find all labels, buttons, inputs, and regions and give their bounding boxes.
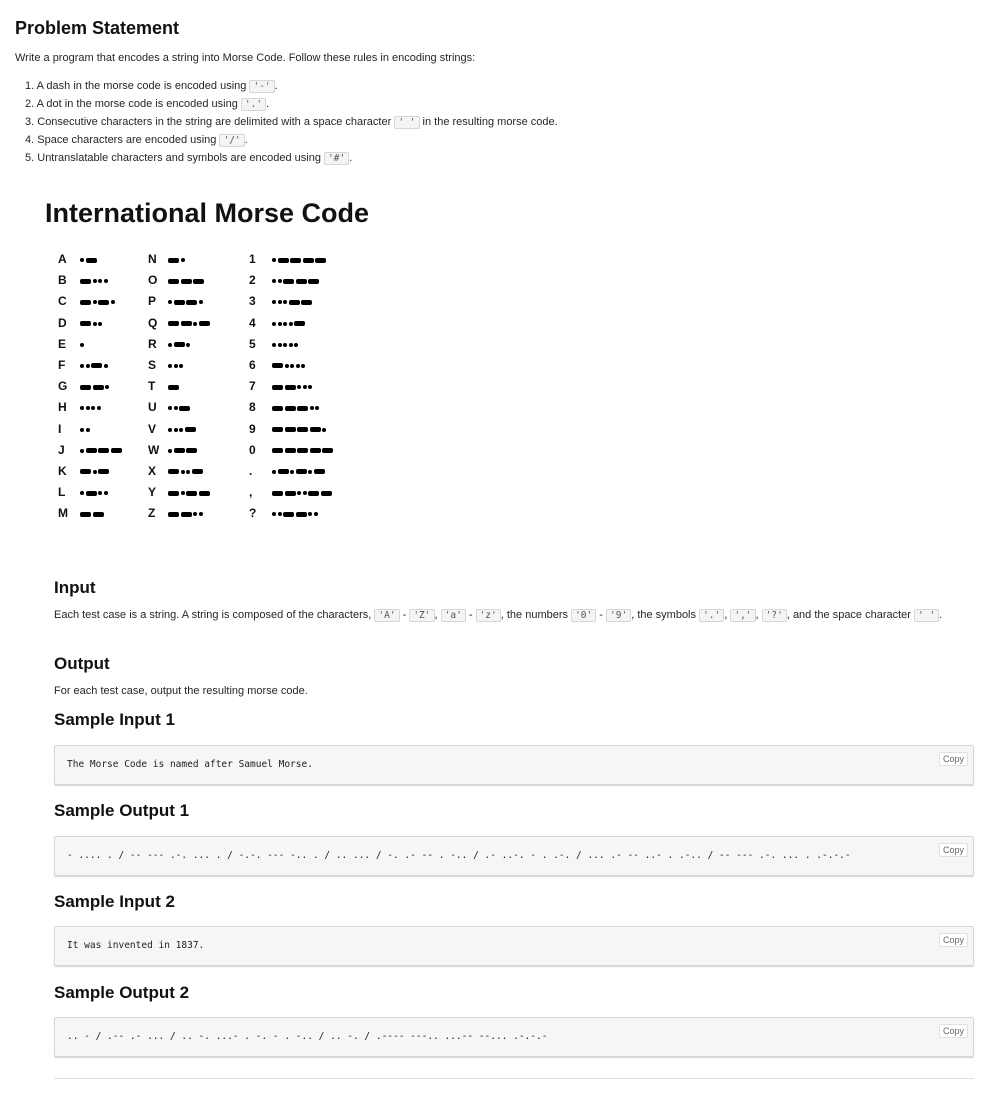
morse-dash [199, 321, 210, 326]
rule-number: 2. [25, 98, 35, 110]
morse-dot [80, 491, 84, 495]
morse-dash [272, 491, 283, 496]
morse-dot [168, 364, 172, 368]
morse-character: M [58, 506, 68, 521]
morse-character: . [249, 463, 253, 478]
code-zero: '0' [571, 609, 596, 622]
morse-dash [278, 258, 289, 263]
morse-dot [297, 491, 301, 495]
morse-dash [315, 258, 326, 263]
morse-dot [193, 512, 197, 516]
rule-text: Untranslatable characters and symbols are encoded using [37, 152, 321, 164]
morse-dash [168, 258, 179, 263]
sample-output-1-heading: Sample Output 1 [54, 801, 190, 820]
morse-code-symbols [272, 341, 300, 349]
morse-dash [303, 258, 314, 263]
morse-dash [193, 279, 204, 284]
sample-input-1-heading: Sample Input 1 [54, 710, 175, 729]
morse-dash [296, 279, 307, 284]
morse-code-symbols [168, 277, 206, 285]
morse-dash [272, 427, 283, 432]
code-upper-z: 'Z' [409, 609, 434, 622]
output-heading: Output [54, 654, 110, 673]
morse-code-symbols [272, 320, 307, 328]
morse-dash [278, 469, 289, 474]
morse-dash [80, 385, 91, 390]
morse-dot [80, 364, 84, 368]
morse-dash [93, 385, 104, 390]
morse-dash [181, 512, 192, 517]
morse-dash [86, 491, 97, 496]
sample-output-1-box[interactable] [54, 836, 974, 876]
rule-text: A dot in the morse code is encoded using [36, 98, 238, 110]
code-question: '?' [762, 609, 787, 622]
morse-dot [289, 343, 293, 347]
morse-dot [98, 322, 102, 326]
morse-character: 9 [249, 421, 256, 436]
morse-dot [285, 364, 289, 368]
morse-dot [80, 406, 84, 410]
sample-input-1-box[interactable] [54, 745, 974, 785]
morse-dash [181, 321, 192, 326]
morse-dot [283, 343, 287, 347]
morse-dot [80, 258, 84, 262]
morse-code-symbols [80, 341, 86, 349]
code-lower-z: 'z' [476, 609, 501, 622]
morse-character: D [58, 315, 67, 330]
morse-dash [283, 279, 294, 284]
morse-dot [97, 406, 101, 410]
sample-output-2-content: .. - / .-- .- ... / .. -. ...- . -. - . -.. / .. -. / .---- ---.. ...-- --... .-.-.- [67, 1031, 548, 1042]
morse-code-symbols [80, 298, 116, 306]
morse-dot [193, 322, 197, 326]
morse-code-symbols [168, 341, 192, 349]
sample-input-2-box[interactable] [54, 926, 974, 966]
morse-dot [283, 322, 287, 326]
morse-character: R [148, 336, 157, 351]
morse-dot [272, 470, 276, 474]
morse-dash [80, 279, 91, 284]
morse-chart-title: International Morse Code [45, 198, 370, 228]
morse-dot [168, 428, 172, 432]
morse-character: 3 [249, 294, 256, 309]
morse-code-symbols [272, 468, 326, 476]
morse-dash [186, 491, 197, 496]
input-text: , and the space character [786, 609, 915, 621]
morse-dash [199, 491, 210, 496]
morse-character: 5 [249, 336, 256, 351]
morse-character: N [148, 252, 157, 266]
morse-code-symbols [80, 256, 98, 264]
rule-text: Space characters are encoded using [37, 134, 217, 146]
morse-code-symbols [272, 298, 314, 306]
rule-item [25, 78, 558, 96]
divider [54, 1078, 974, 1079]
morse-dash [301, 300, 312, 305]
morse-dot [93, 322, 97, 326]
morse-character: , [249, 485, 253, 500]
morse-dot [174, 428, 178, 432]
morse-code-symbols [168, 298, 204, 306]
sample-input-2-heading: Sample Input 2 [54, 892, 175, 911]
morse-character: V [148, 421, 157, 436]
morse-character: 6 [249, 357, 256, 372]
rule-code: '#' [324, 152, 349, 165]
morse-code-symbols [168, 256, 186, 264]
morse-dash [272, 448, 283, 453]
morse-dot [278, 343, 282, 347]
rule-text: A dash in the morse code is encoded using [36, 80, 247, 92]
morse-dot [111, 300, 115, 304]
morse-character: L [58, 485, 66, 500]
morse-dot [315, 406, 319, 410]
morse-code-symbols [80, 447, 123, 455]
morse-dash [322, 448, 333, 453]
morse-dash [285, 427, 296, 432]
morse-dot [322, 428, 326, 432]
morse-dash [179, 406, 190, 411]
morse-character: E [58, 336, 67, 351]
morse-dash [308, 279, 319, 284]
morse-dot [104, 279, 108, 283]
morse-dash [186, 448, 197, 453]
morse-dash [310, 448, 321, 453]
morse-dash [174, 300, 185, 305]
morse-dot [168, 449, 172, 453]
morse-dot [290, 470, 294, 474]
input-text: , the symbols [631, 609, 700, 621]
morse-dot [272, 300, 276, 304]
morse-code-symbols [272, 447, 335, 455]
morse-dash [168, 512, 179, 517]
morse-character: 7 [249, 379, 256, 394]
morse-dash [98, 300, 109, 305]
morse-code-symbols [80, 277, 109, 285]
morse-code-symbols [80, 489, 109, 497]
morse-character: K [58, 463, 67, 478]
rule-number: 4. [25, 134, 35, 146]
morse-dot [104, 491, 108, 495]
morse-dot [93, 300, 97, 304]
morse-character: 2 [249, 273, 256, 288]
rule-number: 3. [25, 116, 35, 128]
morse-character: B [58, 273, 67, 288]
morse-dash [86, 448, 97, 453]
morse-code-symbols [272, 426, 328, 434]
morse-character: S [148, 357, 157, 372]
morse-code-symbols [168, 383, 181, 391]
morse-dot [303, 385, 307, 389]
copy-button[interactable]: Copy [939, 752, 968, 766]
morse-dash [308, 491, 319, 496]
morse-dash [168, 385, 179, 390]
morse-dot [181, 470, 185, 474]
output-description: For each test case, output the resulting morse code. [54, 685, 308, 697]
morse-dot [297, 385, 301, 389]
problem-intro: Write a program that encodes a string into Morse Code. Follow these rules in encoding strings: [15, 52, 476, 64]
morse-dash [98, 469, 109, 474]
morse-character: P [148, 294, 157, 309]
morse-dash [93, 512, 104, 517]
morse-dash [321, 491, 332, 496]
code-lower-a: 'a' [441, 609, 466, 622]
morse-dash [98, 448, 109, 453]
input-text: Each test case is a string. A string is composed of the characters, [54, 609, 375, 621]
rule-item [25, 96, 558, 114]
morse-dash [272, 363, 283, 368]
morse-dot [278, 279, 282, 283]
morse-character: T [148, 379, 156, 394]
morse-dot [91, 406, 95, 410]
morse-dot [283, 300, 287, 304]
morse-character: X [148, 463, 157, 478]
morse-code-symbols [272, 362, 307, 370]
morse-dash [111, 448, 122, 453]
sample-input-1-content: The Morse Code is named after Samuel Morse. [67, 759, 313, 770]
rule-after: in the resulting morse code. [419, 116, 558, 128]
morse-dot [181, 258, 185, 262]
morse-character: 1 [249, 252, 256, 266]
rule-after: . [274, 80, 278, 92]
input-text: , the numbers [500, 609, 572, 621]
morse-code-symbols [80, 426, 91, 434]
morse-dot [93, 470, 97, 474]
rule-after: . [349, 152, 353, 164]
morse-dot [278, 512, 282, 516]
morse-dot [272, 322, 276, 326]
rule-code: '/' [219, 134, 244, 147]
morse-dot [272, 258, 276, 262]
rules-list [25, 78, 558, 168]
code-upper-a: 'A' [374, 609, 399, 622]
morse-dash [297, 448, 308, 453]
morse-dash [91, 363, 102, 368]
morse-dot [168, 300, 172, 304]
morse-dot [294, 343, 298, 347]
rule-number: 5. [25, 152, 35, 164]
morse-character: W [148, 442, 160, 457]
morse-dash [80, 300, 91, 305]
morse-dash [290, 258, 301, 263]
morse-character: Z [148, 506, 156, 521]
morse-dot [308, 470, 312, 474]
morse-dot [314, 512, 318, 516]
separator: , [724, 609, 731, 621]
morse-dash [192, 469, 203, 474]
rule-number: 1. [25, 80, 35, 92]
morse-dash [168, 321, 179, 326]
morse-dash [285, 491, 296, 496]
morse-code-symbols [272, 277, 321, 285]
input-end: . [939, 609, 943, 621]
morse-character: U [148, 400, 157, 415]
morse-code-symbols [168, 468, 204, 476]
morse-dot [179, 428, 183, 432]
morse-dot [168, 406, 172, 410]
morse-character: 4 [249, 315, 256, 330]
morse-character: H [58, 400, 67, 415]
morse-character: O [148, 273, 158, 288]
morse-dot [296, 364, 300, 368]
range-dash: - [596, 609, 607, 621]
morse-dash [181, 279, 192, 284]
morse-dash [310, 427, 321, 432]
morse-dot [199, 300, 203, 304]
morse-character: F [58, 357, 66, 372]
sample-output-1-content: - .... . / -- --- .-. ... . / -.-. --- -.. . / .. ... / -. .- -- . -.. / .- ..-. - . .-. / ... .- -- ..- . .-.. / -- --- .-. ... . .-.-.- [67, 850, 851, 861]
morse-dash [168, 469, 179, 474]
morse-character: 8 [249, 400, 256, 415]
morse-dash [294, 321, 305, 326]
morse-dash [314, 469, 325, 474]
morse-code-symbols [272, 256, 328, 264]
morse-code-symbols [80, 404, 102, 412]
morse-dot [98, 279, 102, 283]
morse-dot [86, 364, 90, 368]
morse-dot [199, 512, 203, 516]
morse-dot [181, 491, 185, 495]
morse-dot [93, 279, 97, 283]
morse-dot [272, 279, 276, 283]
morse-dot [301, 364, 305, 368]
morse-character: I [58, 421, 62, 436]
code-comma: ',' [730, 609, 755, 622]
morse-dot [278, 300, 282, 304]
range-dash: - [399, 609, 410, 621]
morse-code-symbols [80, 362, 109, 370]
morse-dash [297, 406, 308, 411]
morse-code-symbols [80, 468, 111, 476]
morse-code-symbols [272, 383, 314, 391]
rule-after: . [244, 134, 248, 146]
morse-code-symbols [168, 426, 197, 434]
morse-code-symbols [168, 447, 199, 455]
morse-code-symbols [80, 320, 104, 328]
range-dash: - [465, 609, 476, 621]
morse-dot [80, 449, 84, 453]
morse-dot [186, 343, 190, 347]
sample-output-2-heading: Sample Output 2 [54, 983, 190, 1002]
morse-character: ? [249, 506, 257, 521]
code-period: '.' [699, 609, 724, 622]
morse-character: 0 [249, 442, 256, 457]
copy-button[interactable]: Copy [939, 1024, 968, 1038]
morse-dot [86, 406, 90, 410]
morse-dot [308, 385, 312, 389]
morse-character: G [58, 379, 68, 394]
morse-dash [272, 406, 283, 411]
morse-dash [297, 427, 308, 432]
morse-character: Q [148, 315, 158, 330]
page-title: Problem Statement [15, 18, 180, 38]
morse-code-symbols [168, 404, 192, 412]
morse-dot [98, 491, 102, 495]
morse-code-symbols [168, 489, 211, 497]
morse-dash [285, 406, 296, 411]
morse-code-symbols [272, 489, 333, 497]
separator: , [755, 609, 762, 621]
morse-character: C [58, 294, 67, 309]
morse-dash [168, 279, 179, 284]
morse-dot [278, 322, 282, 326]
morse-code-symbols [80, 510, 105, 518]
rule-item [25, 150, 558, 168]
morse-character: Y [148, 485, 157, 500]
morse-dot [179, 364, 183, 368]
sample-input-2-content: It was invented in 1837. [67, 940, 205, 951]
rule-item [25, 132, 558, 150]
morse-dash [168, 491, 179, 496]
morse-dash [80, 321, 91, 326]
morse-dot [168, 343, 172, 347]
rule-code: '-' [249, 80, 274, 93]
morse-dash [86, 258, 97, 263]
morse-code-symbols [168, 510, 204, 518]
morse-dash [186, 300, 197, 305]
morse-dash [296, 512, 307, 517]
morse-code-symbols [80, 383, 111, 391]
morse-code-symbols [168, 362, 185, 370]
input-description [54, 606, 964, 625]
morse-character: J [58, 442, 65, 457]
code-nine: '9' [606, 609, 631, 622]
morse-dot [80, 428, 84, 432]
morse-dash [285, 448, 296, 453]
code-space: ' ' [914, 609, 939, 622]
morse-dot [174, 406, 178, 410]
rule-code: '.' [241, 98, 266, 111]
input-heading: Input [54, 578, 96, 597]
morse-code-symbols [168, 320, 211, 328]
morse-dash [80, 469, 91, 474]
morse-dot [80, 343, 84, 347]
sample-output-2-box[interactable] [54, 1017, 974, 1057]
morse-dot [174, 364, 178, 368]
rule-code: ' ' [394, 116, 419, 129]
morse-dash [296, 469, 307, 474]
morse-dot [104, 364, 108, 368]
morse-dot [290, 364, 294, 368]
morse-dash [272, 385, 283, 390]
copy-button[interactable]: Copy [939, 843, 968, 857]
morse-dash [174, 342, 185, 347]
morse-character: A [58, 252, 67, 266]
morse-dash [289, 300, 300, 305]
separator: , [434, 609, 441, 621]
morse-dot [186, 470, 190, 474]
morse-dot [86, 428, 90, 432]
morse-dot [289, 322, 293, 326]
rule-after: . [266, 98, 270, 110]
morse-dash [285, 385, 296, 390]
morse-dot [310, 406, 314, 410]
morse-code-symbols [272, 510, 319, 518]
morse-dash [185, 427, 196, 432]
morse-dot [105, 385, 109, 389]
morse-dash [283, 512, 294, 517]
copy-button[interactable]: Copy [939, 933, 968, 947]
rule-text: Consecutive characters in the string are delimited with a space character [37, 116, 392, 128]
morse-dot [272, 512, 276, 516]
morse-dot [308, 512, 312, 516]
morse-dash [174, 448, 185, 453]
morse-dash [80, 512, 91, 517]
morse-dot [272, 343, 276, 347]
morse-code-symbols [272, 404, 321, 412]
morse-dot [303, 491, 307, 495]
rule-item [25, 114, 558, 132]
